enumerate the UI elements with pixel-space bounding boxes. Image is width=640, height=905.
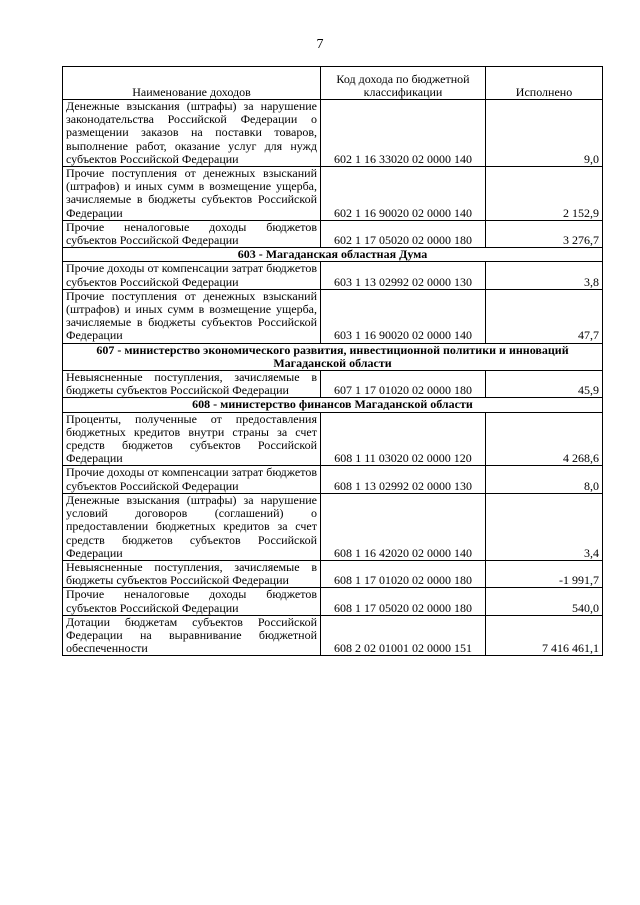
- header-code: Код дохода по бюджетной классификации: [321, 67, 486, 100]
- revenue-name-cell: Прочие поступления от денежных взысканий (штрафов) и иных сумм в возмещение ущерба, зачисляемые в бюджеты субъектов Российской Федерации: [63, 289, 321, 343]
- executed-amount-cell: 45,9: [486, 371, 603, 398]
- section-title: 603 - Магаданская областная Дума: [63, 248, 603, 262]
- revenue-code-cell: 602 1 16 90020 02 0000 140: [321, 167, 486, 221]
- table-row: [63, 615, 603, 656]
- executed-amount-cell: 4 268,6: [486, 412, 603, 466]
- section-title: 608 - министерство финансов Магаданской области: [63, 398, 603, 412]
- executed-amount-cell: 3,8: [486, 262, 603, 289]
- revenue-name-cell: Прочие доходы от компенсации затрат бюджетов субъектов Российской Федерации: [63, 466, 321, 493]
- table-row: [63, 167, 603, 221]
- revenue-name-cell: Невыясненные поступления, зачисляемые в бюджеты субъектов Российской Федерации: [63, 371, 321, 398]
- executed-amount-cell: 8,0: [486, 466, 603, 493]
- revenue-code-cell: 608 1 13 02992 02 0000 130: [321, 466, 486, 493]
- executed-amount-cell: 540,0: [486, 588, 603, 615]
- header-value: Исполнено: [486, 67, 603, 100]
- table-row: [63, 412, 603, 466]
- revenue-name-cell: Прочие неналоговые доходы бюджетов субъектов Российской Федерации: [63, 220, 321, 247]
- revenue-code-cell: 607 1 17 01020 02 0000 180: [321, 371, 486, 398]
- section-header-row: [63, 343, 603, 370]
- table-row: [63, 289, 603, 343]
- revenue-table: [62, 66, 603, 656]
- revenue-name-cell: Прочие поступления от денежных взысканий (штрафов) и иных сумм в возмещение ущерба, зачисляемые в бюджеты субъектов Российской Федерации: [63, 167, 321, 221]
- revenue-code-cell: 603 1 13 02992 02 0000 130: [321, 262, 486, 289]
- executed-amount-cell: 2 152,9: [486, 167, 603, 221]
- executed-amount-cell: 47,7: [486, 289, 603, 343]
- page-number: 7: [316, 37, 324, 52]
- revenue-name-cell: Дотации бюджетам субъектов Российской Федерации на выравнивание бюджетной обеспеченности: [63, 615, 321, 656]
- revenue-code-cell: 608 1 16 42020 02 0000 140: [321, 493, 486, 560]
- table-row: [63, 466, 603, 493]
- executed-amount-cell: 9,0: [486, 100, 603, 167]
- table-row: [63, 493, 603, 560]
- revenue-name-cell: Прочие неналоговые доходы бюджетов субъектов Российской Федерации: [63, 588, 321, 615]
- table-row: [63, 220, 603, 247]
- revenue-code-cell: 603 1 16 90020 02 0000 140: [321, 289, 486, 343]
- section-header-row: [63, 398, 603, 412]
- executed-amount-cell: -1 991,7: [486, 560, 603, 587]
- table-row: [63, 262, 603, 289]
- table-row: [63, 100, 603, 167]
- revenue-code-cell: 608 2 02 01001 02 0000 151: [321, 615, 486, 656]
- table-row: [63, 371, 603, 398]
- revenue-code-cell: 608 1 17 01020 02 0000 180: [321, 560, 486, 587]
- table-row: [63, 588, 603, 615]
- revenue-code-cell: 608 1 17 05020 02 0000 180: [321, 588, 486, 615]
- header-name: Наименование доходов: [63, 67, 321, 100]
- section-header-row: [63, 248, 603, 262]
- table-row: [63, 560, 603, 587]
- revenue-name-cell: Прочие доходы от компенсации затрат бюджетов субъектов Российской Федерации: [63, 262, 321, 289]
- executed-amount-cell: 7 416 461,1: [486, 615, 603, 656]
- revenue-name-cell: Денежные взыскания (штрафы) за нарушение условий договоров (соглашений) о предоставлении бюджетных кредитов за счет средств бюджетов субъектов Российской Федерации: [63, 493, 321, 560]
- section-title: 607 - министерство экономического развития, инвестиционной политики и инноваций Магаданской области: [63, 343, 603, 370]
- table-body: [63, 100, 603, 656]
- revenue-code-cell: 602 1 17 05020 02 0000 180: [321, 220, 486, 247]
- table-header-row: [63, 67, 603, 100]
- executed-amount-cell: 3,4: [486, 493, 603, 560]
- revenue-name-cell: Денежные взыскания (штрафы) за нарушение законодательства Российской Федерации о размещении заказов на поставки товаров, выполнение работ, оказание услуг для нужд субъектов Российской Федерации: [63, 100, 321, 167]
- revenue-code-cell: 602 1 16 33020 02 0000 140: [321, 100, 486, 167]
- revenue-code-cell: 608 1 11 03020 02 0000 120: [321, 412, 486, 466]
- executed-amount-cell: 3 276,7: [486, 220, 603, 247]
- revenue-name-cell: Проценты, полученные от предоставления бюджетных кредитов внутри страны за счет средств бюджетов субъектов Российской Федерации: [63, 412, 321, 466]
- revenue-name-cell: Невыясненные поступления, зачисляемые в бюджеты субъектов Российской Федерации: [63, 560, 321, 587]
